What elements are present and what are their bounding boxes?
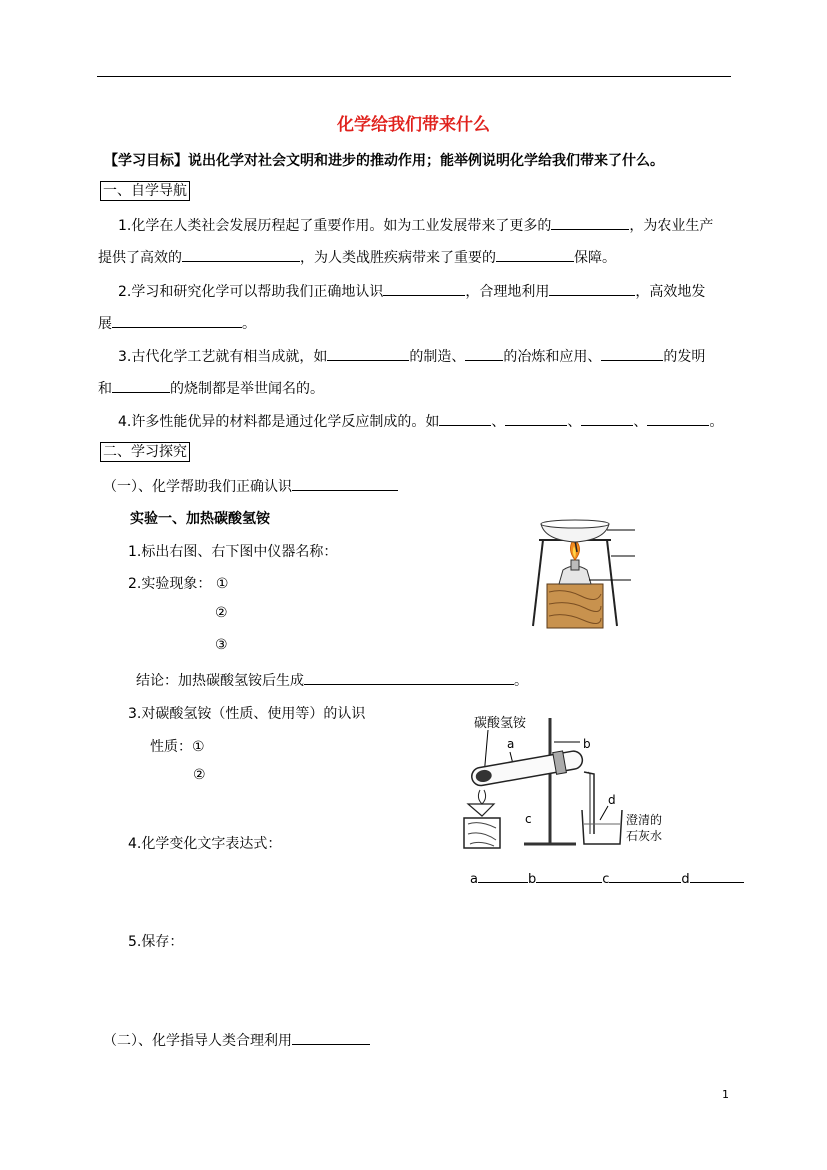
item-3: 3.对碳酸氢铵（性质、使用等）的认识	[128, 706, 366, 722]
subsection-1-text: （一）、化学帮助我们正确认识	[103, 479, 292, 495]
question-1-line2	[98, 247, 616, 267]
q3-text-b: 的制造、	[409, 349, 466, 365]
tripod-leg-right	[607, 540, 617, 626]
q4-end: 。	[709, 414, 724, 430]
answer-b-blank[interactable]	[536, 868, 602, 883]
answer-a-blank[interactable]	[478, 868, 528, 883]
question-1-line1	[118, 215, 713, 235]
subsection-1-blank[interactable]	[292, 476, 398, 491]
delivery-tube	[584, 772, 594, 834]
property-2: ②	[193, 767, 206, 783]
answer-a-label: a	[470, 872, 478, 887]
label-compound: 碳酸氢铵	[474, 716, 527, 731]
q4-sep-2: 、	[567, 414, 582, 430]
item-5: 5.保存：	[128, 934, 184, 950]
q3-text-a: 3.古代化学工艺就有相当成就，如	[118, 349, 328, 365]
conclusion-blank[interactable]	[304, 670, 514, 685]
question-4	[118, 411, 723, 431]
q1-text-e: 保障。	[574, 250, 616, 266]
question-3-line2	[98, 378, 324, 398]
q4-blank-1[interactable]	[439, 411, 491, 426]
q4-sep-1: 、	[491, 414, 506, 430]
q2-blank-3[interactable]	[112, 313, 242, 328]
label-a: a	[507, 737, 515, 751]
phenomenon-2: ②	[215, 605, 228, 621]
experiment-title: 实验一、加热碳酸氢铵	[130, 511, 270, 527]
heating-apparatus-figure	[525, 512, 640, 632]
answer-b-label: b	[527, 872, 537, 887]
conclusion-end: 。	[514, 673, 528, 689]
item-2-text: 2.实验现象：	[128, 576, 212, 592]
q3-blank-1[interactable]	[327, 346, 409, 361]
q2-text-a: 2.学习和研究化学可以帮助我们正确地认识	[118, 284, 384, 300]
tripod-leg-left	[533, 540, 543, 626]
q1-blank-1[interactable]	[551, 215, 629, 230]
question-3-line1	[118, 346, 705, 366]
q1-blank-2[interactable]	[182, 247, 300, 262]
q1-text-c: 提供了高效的	[98, 250, 182, 266]
decomposition-apparatus-figure	[458, 712, 678, 852]
q2-text-b: ，合理地利用	[465, 284, 550, 300]
learning-objective	[104, 150, 664, 170]
phenomenon-3: ③	[215, 637, 228, 653]
objective-text: 说出化学对社会文明和进步的推动作用；能举例说明化学给我们带来了什么。	[188, 153, 664, 169]
label-limewater-2: 石灰水	[626, 829, 663, 843]
beaker	[582, 810, 622, 844]
header-rule	[97, 76, 731, 77]
q2-blank-2[interactable]	[549, 281, 635, 296]
figure2-answer-line	[470, 868, 744, 887]
q1-text-b: ，为农业生产	[629, 218, 714, 234]
subsection-2	[103, 1030, 370, 1050]
q4-blank-3[interactable]	[581, 411, 633, 426]
section2-heading: 二、学习探究	[100, 442, 190, 462]
section1-heading: 一、自学导航	[100, 181, 190, 201]
label-d: d	[608, 793, 616, 807]
q3-blank-4[interactable]	[112, 378, 170, 393]
q4-blank-2[interactable]	[505, 411, 567, 426]
page-title: 化学给我们带来什么	[337, 115, 490, 135]
label-c: c	[525, 812, 532, 826]
test-tube	[470, 748, 584, 789]
q1-text-a: 1.化学在人类社会发展历程起了重要作用。如为工业发展带来了更多的	[118, 218, 552, 234]
label-limewater-1: 澄清的	[626, 813, 663, 827]
q2-text-e: 。	[242, 316, 256, 332]
q2-text-d: 展	[98, 316, 112, 332]
property-1: 性质：①	[150, 739, 205, 755]
item-1: 1.标出右图、右下图中仪器名称：	[128, 544, 338, 560]
objective-label: 【学习目标】	[104, 153, 188, 169]
phenomenon-1: ①	[215, 576, 229, 592]
answer-c-blank[interactable]	[609, 868, 681, 883]
q1-blank-3[interactable]	[496, 247, 574, 262]
answer-c-label: c	[602, 872, 610, 887]
label-b: b	[583, 737, 591, 751]
q2-text-c: ，高效地发	[635, 284, 706, 300]
q3-text-e: 和	[98, 381, 112, 397]
conclusion	[136, 670, 528, 690]
page-number: 1	[722, 1088, 729, 1101]
subsection-2-text: （二）、化学指导人类合理利用	[103, 1033, 292, 1049]
q1-text-d: ，为人类战胜疾病带来了重要的	[300, 250, 496, 266]
subsection-1	[103, 476, 398, 496]
q3-blank-2[interactable]	[465, 346, 503, 361]
q4-sep-3: 、	[633, 414, 648, 430]
q3-text-d: 的发明	[663, 349, 706, 365]
subsection-2-blank[interactable]	[292, 1030, 370, 1045]
answer-d-label: d	[681, 872, 690, 887]
item-2	[128, 573, 228, 593]
question-2-line2	[98, 313, 256, 333]
item-4: 4.化学变化文字表达式：	[128, 836, 282, 852]
answer-d-blank[interactable]	[690, 868, 744, 883]
q3-blank-3[interactable]	[601, 346, 663, 361]
q3-text-c: 的冶炼和应用、	[503, 349, 602, 365]
q4-blank-4[interactable]	[647, 411, 709, 426]
conclusion-text: 结论：加热碳酸氢铵后生成	[136, 673, 304, 689]
q2-blank-1[interactable]	[383, 281, 465, 296]
question-2-line1	[118, 281, 705, 301]
q4-text-a: 4.许多性能优异的材料都是通过化学反应制成的。如	[118, 414, 440, 430]
q3-text-f: 的烧制都是举世闻名的。	[170, 381, 324, 397]
